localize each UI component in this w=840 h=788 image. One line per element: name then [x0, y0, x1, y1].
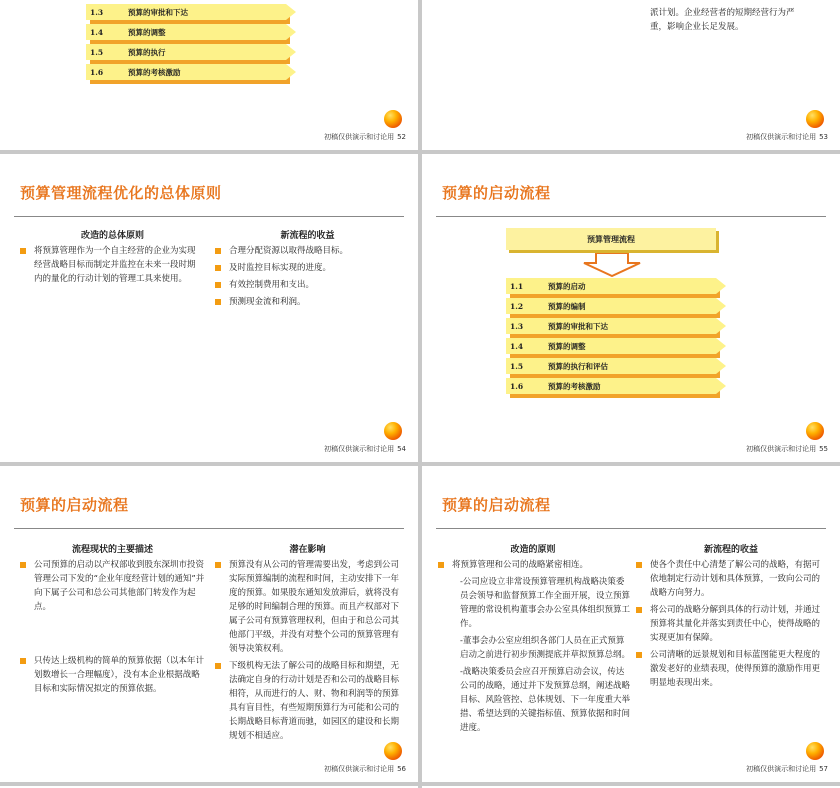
slide53-text-line: 派计划。企业经营者的短期经营行为严: [650, 8, 795, 18]
flow-step: 1.5 预算的执行和评估: [506, 358, 716, 374]
page-number: 54: [397, 445, 406, 453]
down-arrow-icon: [582, 253, 642, 277]
list-subitem: -公司应设立非常设预算管理机构战略决策委员会领导和监督预算工作全面开展，设立预算管理的常设机构董事会办公室具体组织预算工作。: [460, 577, 631, 629]
left-column-heading: 改造的原则: [510, 545, 556, 555]
list-item: 及时监控目标实现的进度。: [215, 261, 405, 275]
slide52-step: 1.5 预算的执行: [86, 44, 286, 60]
slide-title: 预算管理流程优化的总体原则: [20, 184, 222, 202]
left-bullet-list: [20, 558, 205, 699]
flow-title-box: 预算管理流程: [506, 228, 716, 250]
slide52-step: 1.4 预算的调整: [86, 24, 286, 40]
slide-footer: 初稿仅供演示和讨论用 57: [746, 765, 828, 773]
slide53-text-line: 重，影响企业长足发展。: [650, 22, 744, 32]
orange-ball-logo: [384, 110, 402, 128]
flow-step: 1.2 预算的编制: [506, 298, 716, 314]
page-number: 53: [819, 133, 828, 141]
right-column-heading: 潜在影响: [289, 545, 326, 555]
flow-step: 1.3 预算的审批和下达: [506, 318, 716, 334]
slide-56[interactable]: [0, 466, 418, 782]
slide-title: 预算的启动流程: [442, 496, 551, 514]
right-column-heading: 新流程的收益: [280, 231, 335, 241]
title-divider: [14, 528, 404, 529]
page-number: 56: [397, 765, 406, 773]
slide-footer: 初稿仅供演示和讨论用 56: [324, 765, 406, 773]
list-item: 预测现金流和利润。: [215, 295, 405, 309]
slide-53[interactable]: [422, 0, 840, 150]
flow-step: 1.6 预算的考核激励: [506, 378, 716, 394]
title-divider: [436, 528, 826, 529]
slide52-step: 1.3 预算的审批和下达: [86, 4, 286, 20]
list-subitem: -战略决策委员会应召开预算启动会议，传达公司的战略，通过并下发预算总纲，阐述战略目标、风险管控、总体规划、下一年度重大举措、希望达到的关键指标值、预算依据和时间进度。: [460, 667, 631, 733]
list-item: 将公司的战略分解到具体的行动计划，并通过预算将其量化并落实到责任中心，使得战略的实现更加有保障。: [636, 603, 826, 645]
slide-52[interactable]: [0, 0, 418, 150]
slide-title: 预算的启动流程: [442, 184, 551, 202]
list-item: 公司清晰的远景规划和目标蓝图能更大程度的激发老好的业绩表现，使得预算的激励作用更明显地表现出来。: [636, 648, 826, 690]
list-item: 公司预算的启动以产权部收到股东深圳市投资管理公司下发的“企业年度经营计划的通知”并向下属子公司和总公司其他部门转发作为起点。: [20, 558, 205, 614]
list-item: 下级机构无法了解公司的战略目标和期望，无法确定自身的行动计划是否和公司的战略目标相符，从而进行的人、财、物和利润等的预算具有盲目性，有些短期预算行为可能和公司的长期战略目标背道而驰，如园区的建设和长期规划不相适应。: [215, 659, 405, 743]
orange-ball-logo: [806, 110, 824, 128]
list-subitem: -董事会办公室应组织各部门人员在正式预算启动之前进行初步预测提底并草拟预算总纲。: [460, 636, 631, 660]
slide52-step: 1.6 预算的考核激励: [86, 64, 286, 80]
slide-footer: 初稿仅供演示和讨论用 55: [746, 445, 828, 453]
title-divider: [436, 216, 826, 217]
right-column-heading: 新流程的收益: [703, 545, 758, 555]
slide-footer: 初稿仅供演示和讨论用 52: [324, 133, 406, 141]
title-divider: [14, 216, 404, 217]
left-column-heading: 改造的总体原则: [80, 231, 144, 241]
slide-footer: 初稿仅供演示和讨论用 54: [324, 445, 406, 453]
list-item: 只传达上级机构的简单的预算依据（以本年计划数增长一合理幅度），没有本企业根据战略目标和实际情况拟定的预算依据。: [20, 654, 205, 696]
right-bullet-list: [636, 558, 826, 693]
slide-57[interactable]: [422, 466, 840, 782]
right-bullet-list: [215, 244, 405, 312]
slide-title: 预算的启动流程: [20, 496, 129, 514]
left-column-heading: 流程现状的主要描述: [71, 545, 153, 555]
list-item: 合理分配资源以取得战略目标。: [215, 244, 405, 258]
list-item: 将预算管理作为一个自主经营的企业为实现经营战略目标而制定并监控在未来一段时期内的量化的行动计划的管理工具来使用。: [20, 244, 200, 286]
list-item: 有效控制费用和支出。: [215, 278, 405, 292]
page-number: 52: [397, 133, 406, 141]
orange-ball-logo: [806, 742, 824, 760]
slide-footer: 初稿仅供演示和讨论用 53: [746, 133, 828, 141]
list-item: 使各个责任中心清楚了解公司的战略，有据可依地制定行动计划和具体预算，一致向公司的战略方向努力。: [636, 558, 826, 600]
flow-step: 1.1 预算的启动: [506, 278, 716, 294]
slide-54[interactable]: [0, 154, 418, 462]
left-bullet-list: [438, 558, 630, 738]
orange-ball-logo: [806, 422, 824, 440]
left-bullet-list: [20, 244, 200, 289]
orange-ball-logo: [384, 422, 402, 440]
page-number: 57: [819, 765, 828, 773]
page-number: 55: [819, 445, 828, 453]
list-item: 将预算管理和公司的战略紧密相连。: [438, 558, 630, 572]
slide-55[interactable]: [422, 154, 840, 462]
orange-ball-logo: [384, 742, 402, 760]
right-bullet-list: [215, 558, 405, 746]
list-item: 预算没有从公司的管理需要出发，考虑到公司实际预算编制的流程和时间，主动安排下一年度的预算。如果股东通知发放滞后，就将没有足够的时间编制合理的预算。而且产权部对下属子公司有预算管理权利，但由于和总公司其他部门平级，并没有对整个公司的预算管理有领导决策权利。: [215, 558, 405, 656]
flow-step: 1.4 预算的调整: [506, 338, 716, 354]
